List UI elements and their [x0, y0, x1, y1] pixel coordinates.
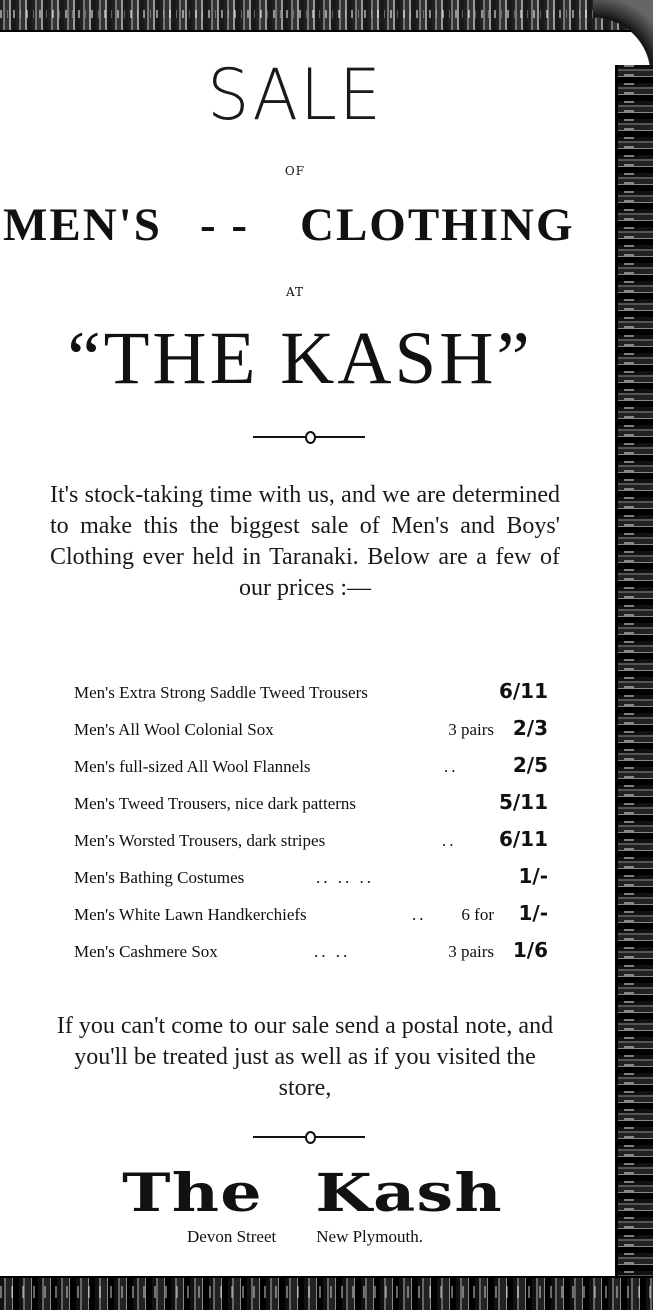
price-leader-dots: ..	[412, 905, 427, 924]
address-town: New Plymouth.	[316, 1227, 423, 1246]
subject-second: CLOTHING	[300, 199, 575, 251]
price-item-name: Men's Cashmere Sox	[74, 942, 218, 961]
price-row	[74, 712, 550, 749]
price-item-name: Men's White Lawn Handkerchiefs	[74, 905, 307, 924]
price-quantity: 6 for	[461, 905, 494, 924]
price-amount: 5/11	[498, 790, 548, 814]
page-edge-right	[615, 65, 653, 1280]
page-edge-bottom	[0, 1276, 653, 1310]
address-street: Devon Street	[187, 1227, 277, 1246]
price-leader-dots: ..	[444, 757, 459, 776]
connector-at: AT	[285, 285, 304, 299]
price-item-name: Men's All Wool Colonial Sox	[74, 720, 274, 739]
price-list	[74, 675, 550, 971]
price-item-name: Men's full-sized All Wool Flannels	[74, 757, 311, 776]
price-quantity: 3 pairs	[448, 942, 494, 961]
price-quantity: 3 pairs	[448, 720, 494, 739]
price-amount: 1/-	[518, 864, 548, 888]
price-item-name: Men's Tweed Trousers, nice dark patterns	[74, 794, 357, 813]
price-row	[74, 786, 550, 823]
intro-paragraph: It's stock-taking time with us, and we are determined to make this the biggest sale of Men's and Boys' Clothing ever held in Taranaki. Below are a few of our prices :—	[50, 482, 560, 601]
price-amount: 1/-	[518, 901, 548, 925]
price-leader-dots: ..	[442, 831, 457, 850]
ornament-divider	[253, 430, 365, 444]
headline: SALE	[207, 54, 383, 136]
subject-dashes: - -	[200, 199, 250, 251]
price-row	[74, 897, 550, 934]
ornament-divider	[253, 1130, 365, 1144]
price-amount: 6/11	[498, 827, 548, 851]
connector-of: OF	[284, 164, 306, 178]
price-row	[74, 860, 550, 897]
price-item-name: Men's Worsted Trousers, dark stripes	[74, 831, 326, 850]
price-leader-dots: .. ..	[314, 942, 351, 961]
price-row	[74, 823, 550, 860]
price-leader-dots: .. .. ..	[316, 868, 374, 887]
store-address	[0, 1227, 610, 1247]
signature-word-the: The	[122, 1163, 263, 1224]
price-row	[74, 675, 550, 712]
price-amount: 1/6	[512, 938, 548, 962]
price-item-name: Men's Extra Strong Saddle Tweed Trousers	[74, 683, 368, 702]
store-signature	[0, 1163, 653, 1224]
price-amount: 2/5	[512, 753, 548, 777]
subject-first: MEN'S	[3, 199, 162, 251]
subject-line	[0, 198, 610, 254]
price-item-name: Men's Bathing Costumes	[74, 868, 245, 887]
store-title: “THE KASH”	[67, 317, 533, 400]
closing-paragraph: If you can't come to our sale send a postal note, and you'll be treated just as well as if you visited the store,	[56, 1013, 554, 1101]
price-row	[74, 749, 550, 786]
signature-word-kash: Kash	[315, 1163, 503, 1224]
price-row	[74, 934, 550, 971]
price-amount: 6/11	[498, 679, 548, 703]
price-amount: 2/3	[512, 716, 548, 740]
